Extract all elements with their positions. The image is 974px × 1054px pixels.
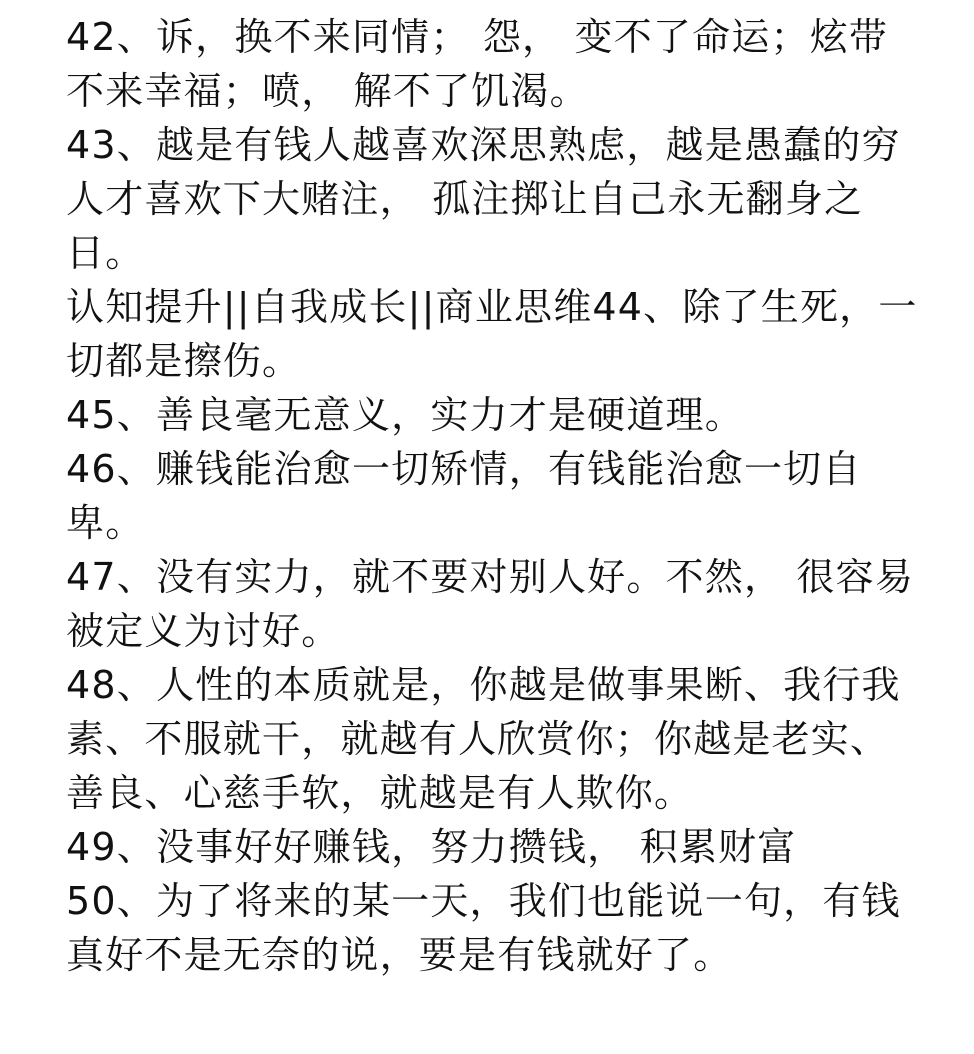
- text-line: 45、善良毫无意义，实力才是硬道理。: [66, 393, 744, 437]
- quote-50: [66, 874, 926, 982]
- text-line: 人才喜欢下大赌注， 孤注掷让自己永无翻身之: [66, 177, 864, 221]
- quote-46: [66, 442, 926, 550]
- text-line: 卑。: [66, 501, 145, 545]
- quote-49: [66, 820, 926, 874]
- text-line: 切都是擦伤。: [66, 339, 302, 383]
- text-line: 日。: [66, 231, 145, 275]
- text-line: 48、人性的本质就是，你越是做事果断、我行我: [66, 663, 901, 707]
- text-line: 46、赚钱能治愈一切矫情，有钱能治愈一切自: [66, 447, 862, 491]
- text-line: 43、越是有钱人越喜欢深思熟虑，越是愚蠢的穷: [66, 123, 901, 167]
- text-line: 50、为了将来的某一天，我们也能说一句，有钱: [66, 879, 901, 923]
- quote-45: [66, 388, 926, 442]
- quote-48: [66, 658, 926, 820]
- text-line: 42、诉，换不来同情； 怨， 变不了命运；炫带: [66, 15, 889, 59]
- quote-47: [66, 550, 926, 658]
- text-line: 素、不服就干，就越有人欣赏你；你越是老实、: [66, 717, 890, 761]
- quote-43: [66, 118, 926, 280]
- text-line: 47、没有实力，就不要对别人好。不然， 很容易: [66, 555, 915, 599]
- text-line: 善良、心慈手软，就越是有人欺你。: [66, 771, 694, 815]
- quote-42: [66, 10, 926, 118]
- quote-list: [66, 10, 926, 982]
- text-line: 真好不是无奈的说，要是有钱就好了。: [66, 933, 733, 977]
- quote-44: [66, 280, 926, 388]
- text-line: 49、没事好好赚钱，努力攒钱， 积累财富: [66, 825, 797, 869]
- text-line: 被定义为讨好。: [66, 609, 341, 653]
- text-line: 认知提升||自我成长||商业思维44、除了生死，一: [66, 285, 918, 329]
- text-line: 不来幸福；喷， 解不了饥渴。: [66, 69, 589, 113]
